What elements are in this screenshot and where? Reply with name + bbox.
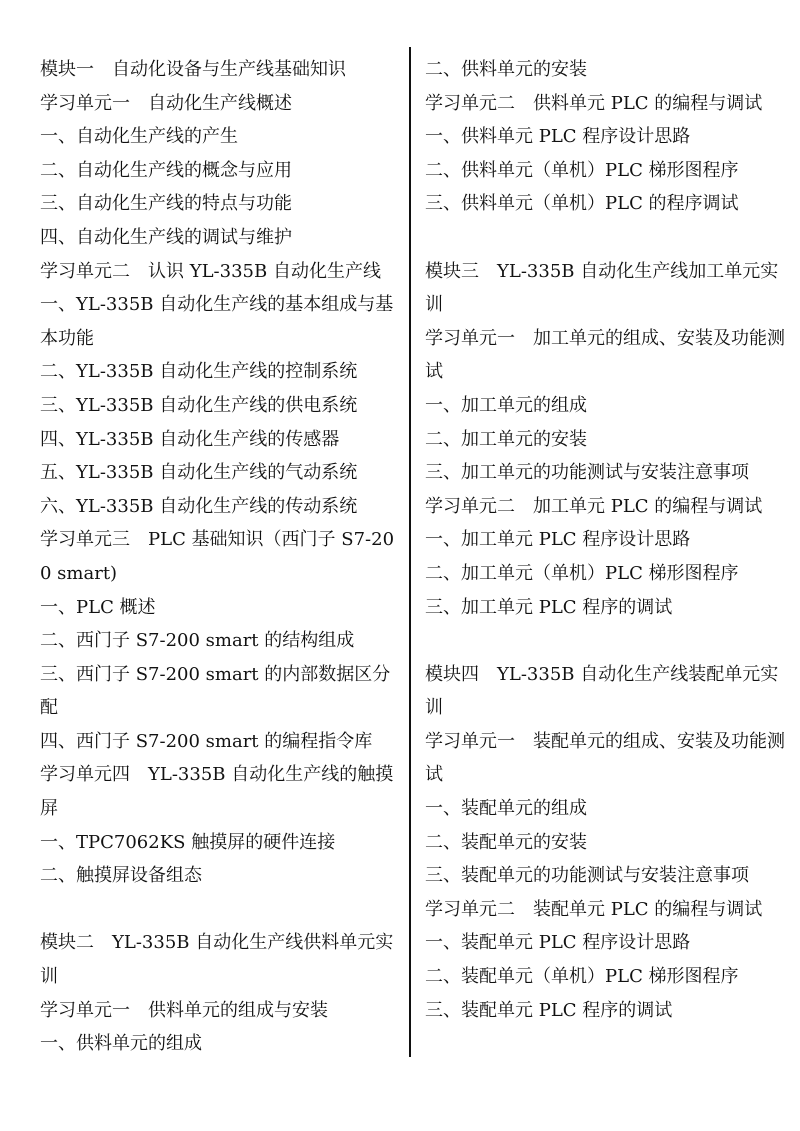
section-item: 三、YL-335B 自动化生产线的供电系统: [40, 394, 358, 416]
section-item: 四、YL-335B 自动化生产线的传感器: [40, 428, 340, 450]
section-item: 一、加工单元的组成: [425, 394, 587, 416]
unit-heading: 学习单元一 供料单元的组成与安装: [40, 999, 328, 1021]
unit-heading: 学习单元二 供料单元 PLC 的编程与调试: [425, 92, 763, 114]
unit-heading: 学习单元二 加工单元 PLC 的编程与调试: [425, 495, 763, 517]
section-item: 一、装配单元的组成: [425, 798, 587, 820]
section-item: 三、西门子 S7-200 smart 的内部数据区分配: [40, 663, 391, 719]
unit-heading: 学习单元四 YL-335B 自动化生产线的触摸屏: [40, 764, 394, 820]
section-item: 二、YL-335B 自动化生产线的控制系统: [40, 361, 358, 383]
unit-heading: 学习单元一 自动化生产线概述: [40, 92, 292, 114]
section-item: 二、触摸屏设备组态: [40, 865, 202, 887]
blank-line: [40, 893, 402, 927]
column-divider: [409, 47, 411, 1057]
section-item: 三、装配单元 PLC 程序的调试: [425, 999, 673, 1021]
unit-heading: 学习单元二 装配单元 PLC 的编程与调试: [425, 898, 763, 920]
unit-heading: 学习单元三 PLC 基础知识（西门子 S7-200 smart): [40, 529, 395, 584]
right-column: [425, 53, 785, 1027]
blank-line: [425, 221, 785, 255]
section-item: 一、加工单元 PLC 程序设计思路: [425, 529, 691, 551]
section-item: 六、YL-335B 自动化生产线的传动系统: [40, 495, 358, 517]
section-item: 二、加工单元的安装: [425, 428, 587, 450]
section-item: 三、自动化生产线的特点与功能: [40, 193, 292, 215]
blank-line: [425, 624, 785, 658]
section-item: 一、YL-335B 自动化生产线的基本组成与基本功能: [40, 294, 394, 349]
section-item: 三、装配单元的功能测试与安装注意事项: [425, 865, 749, 887]
section-item: 三、加工单元 PLC 程序的调试: [425, 596, 673, 618]
section-item: 四、自动化生产线的调试与维护: [40, 226, 292, 248]
module-heading: 模块一 自动化设备与生产线基础知识: [40, 59, 346, 80]
section-item: 二、供料单元的安装: [425, 59, 587, 80]
section-item: 一、TPC7062KS 触摸屏的硬件连接: [40, 831, 336, 853]
unit-heading: 学习单元二 认识 YL-335B 自动化生产线: [40, 260, 381, 282]
section-item: 一、PLC 概述: [40, 596, 156, 618]
section-item: 三、供料单元（单机）PLC 的程序调试: [425, 193, 739, 215]
section-item: 三、加工单元的功能测试与安装注意事项: [425, 462, 749, 484]
unit-heading: 学习单元一 加工单元的组成、安装及功能测试: [425, 327, 785, 383]
section-item: 一、自动化生产线的产生: [40, 126, 238, 148]
section-item: 一、装配单元 PLC 程序设计思路: [425, 932, 691, 954]
section-item: 二、自动化生产线的概念与应用: [40, 159, 292, 181]
section-item: 一、供料单元 PLC 程序设计思路: [425, 126, 691, 148]
section-item: 二、西门子 S7-200 smart 的结构组成: [40, 630, 355, 652]
section-item: 一、供料单元的组成: [40, 1033, 202, 1055]
section-item: 二、加工单元（单机）PLC 梯形图程序: [425, 562, 739, 584]
section-item: 四、西门子 S7-200 smart 的编程指令库: [40, 730, 373, 752]
section-item: 二、装配单元的安装: [425, 831, 587, 853]
module-heading: 模块四 YL-335B 自动化生产线装配单元实训: [425, 663, 779, 719]
module-heading: 模块三 YL-335B 自动化生产线加工单元实训: [425, 260, 779, 316]
module-heading: 模块二 YL-335B 自动化生产线供料单元实训: [40, 932, 394, 988]
left-column: [40, 53, 402, 1061]
section-item: 五、YL-335B 自动化生产线的气动系统: [40, 462, 358, 484]
unit-heading: 学习单元一 装配单元的组成、安装及功能测试: [425, 730, 785, 786]
section-item: 二、装配单元（单机）PLC 梯形图程序: [425, 966, 739, 988]
section-item: 二、供料单元（单机）PLC 梯形图程序: [425, 159, 739, 181]
